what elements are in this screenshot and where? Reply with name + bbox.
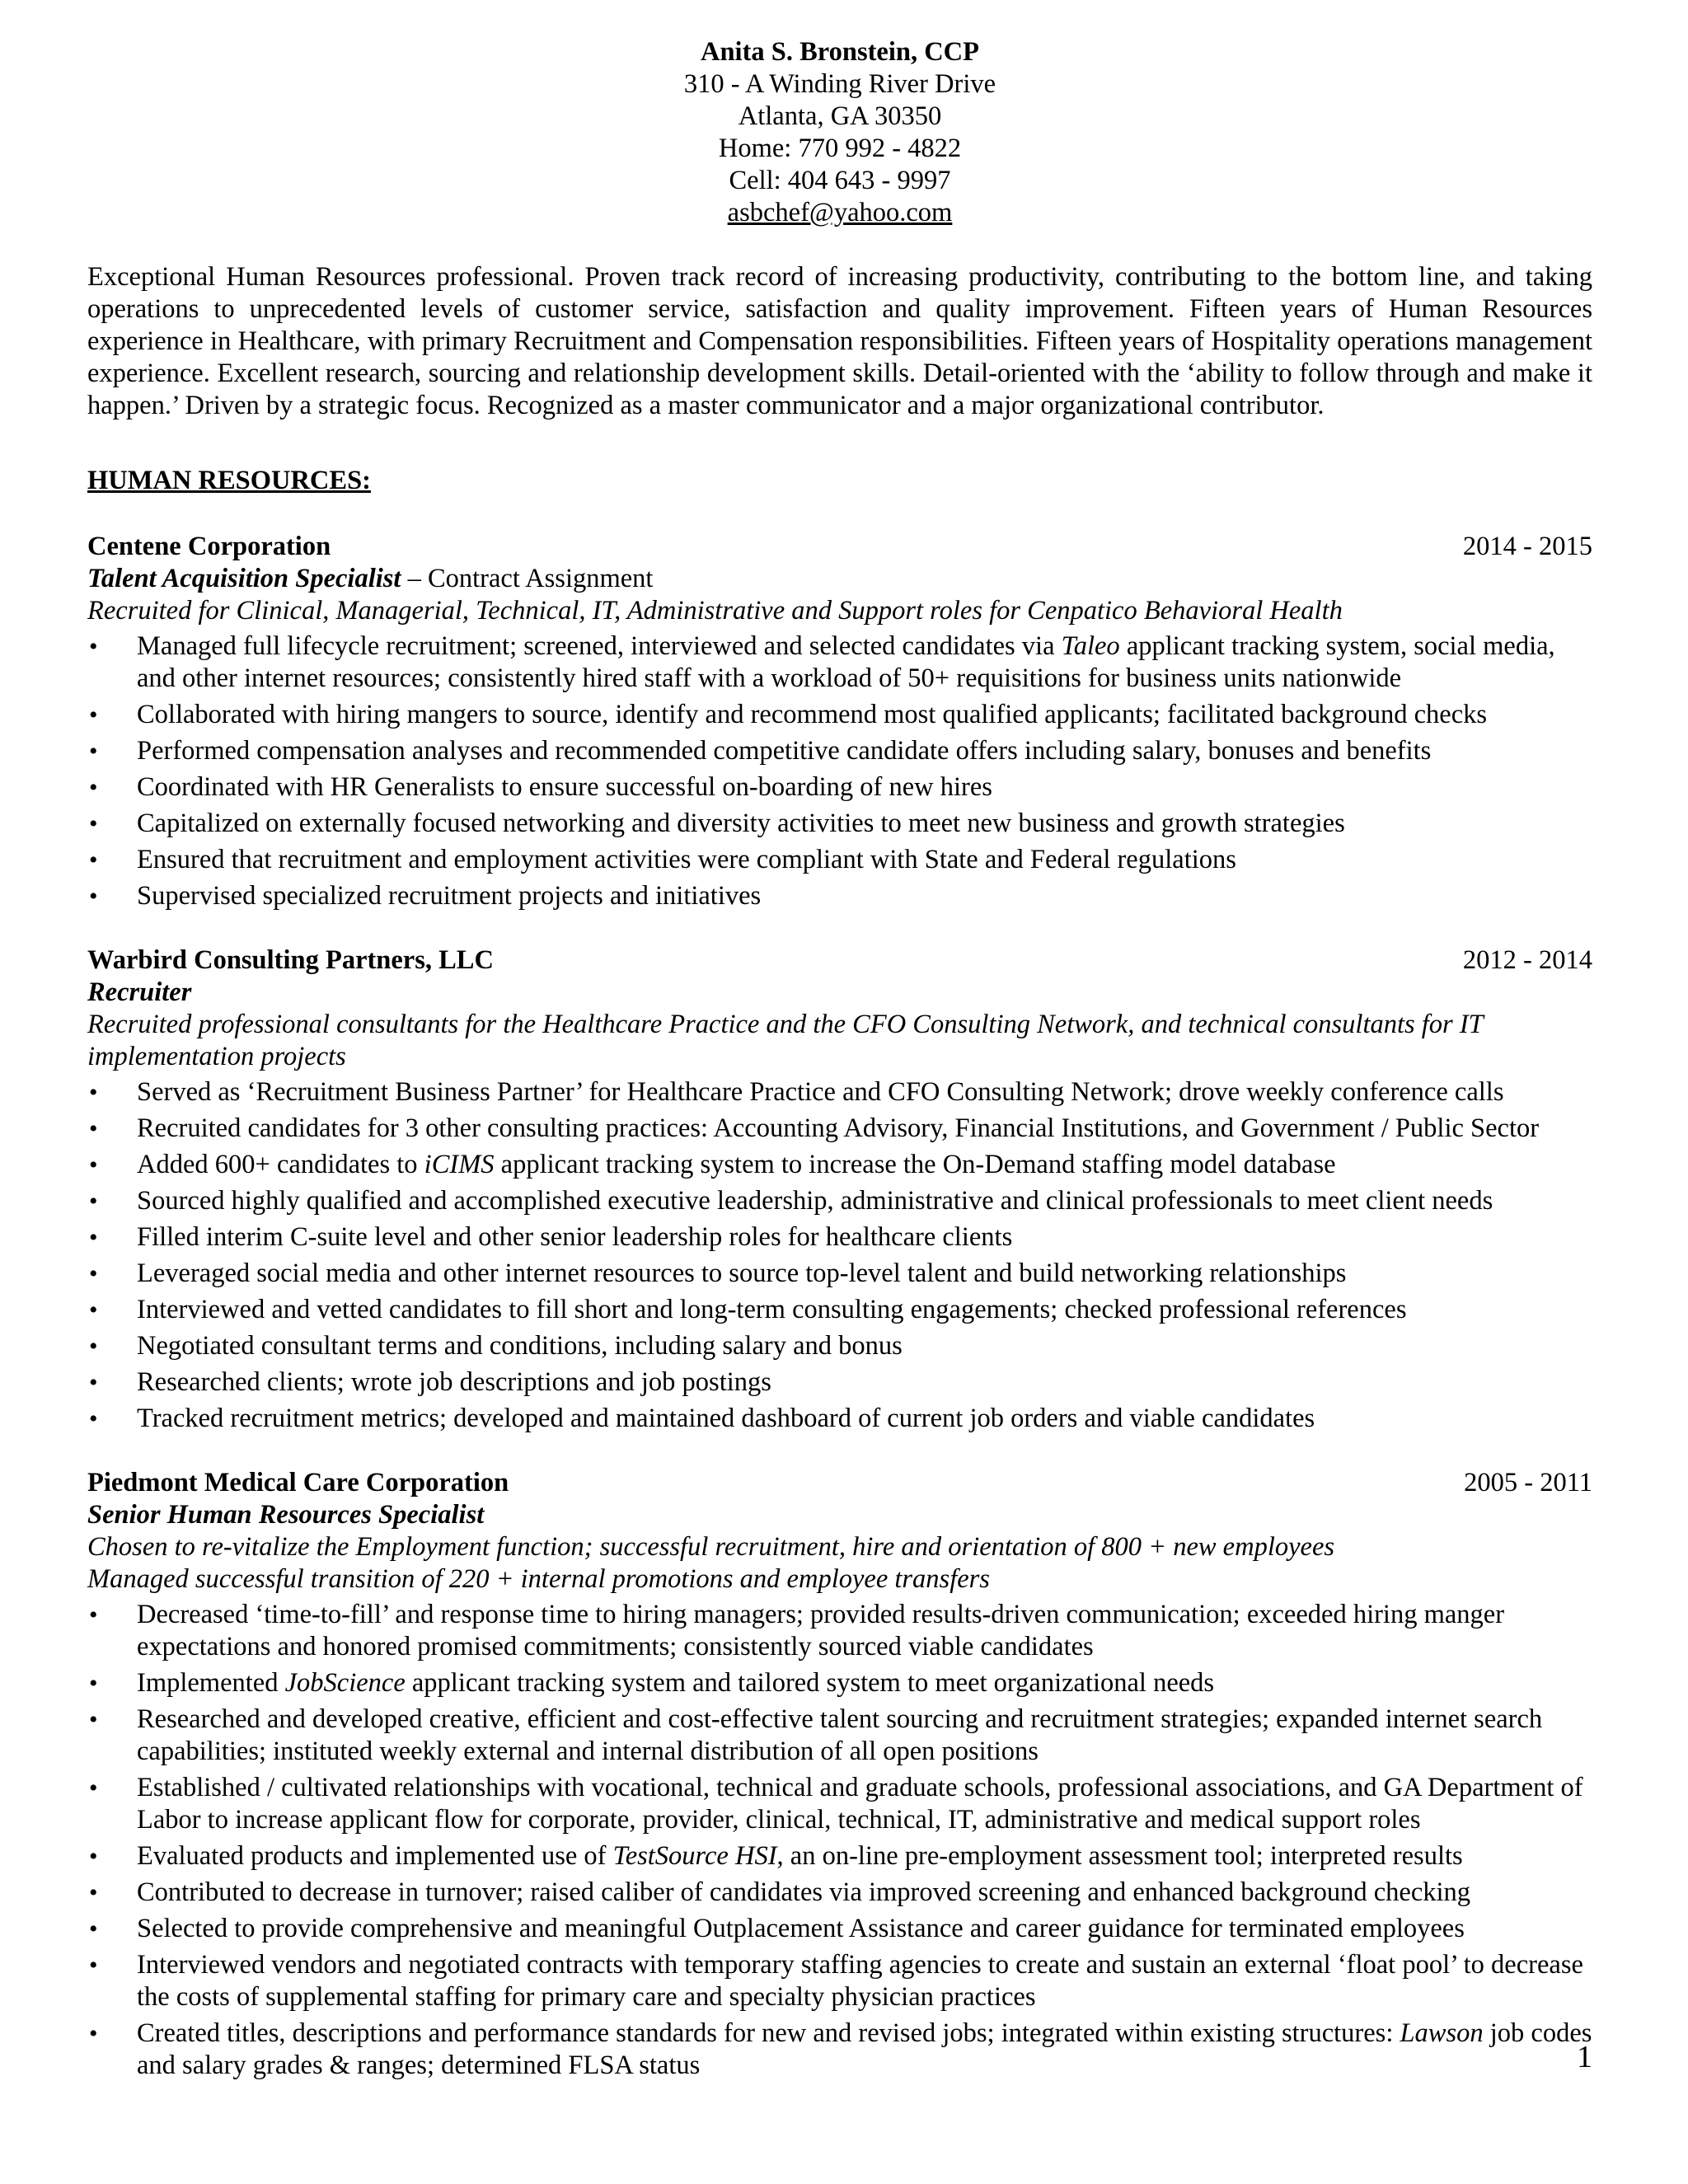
job-description-2: Managed successful transition of 220 + internal promotions and employee transfers [87,1564,990,1594]
job-description: Chosen to re-vitalize the Employment function; successful recruitment, hire and orientation of 800 + new employees [87,1532,1335,1562]
list-item: • Sourced highly qualified and accomplished executive leadership, administrative and clinical professionals to meet client needs [87,1185,1592,1217]
job-bullet-list [87,1599,1592,2082]
software-name: Taleo [1061,631,1120,661]
company-name: Piedmont Medical Care Corporation [87,1468,509,1497]
list-item: • Served as ‘Recruitment Business Partner’ for Healthcare Practice and CFO Consulting Network; drove weekly conference calls [87,1076,1592,1108]
page-number: 1 [1577,2040,1592,2074]
list-item: • Established / cultivated relationships with vocational, technical and graduate schools, professional associations, and GA Department of Labor to increase applicant flow for corporate, provider, clinical, technical, IT, administrative and medical support roles [87,1772,1592,1836]
address-line-2: Atlanta, GA 30350 [738,101,942,131]
job-description: Recruited for Clinical, Managerial, Technical, IT, Administrative and Support roles for Cenpatico Behavioral Health [87,596,1343,626]
list-item: • Recruited candidates for 3 other consulting practices: Accounting Advisory, Financial Institutions, and Government / Public Sector [87,1113,1592,1145]
job-description: Recruited professional consultants for the Healthcare Practice and the CFO Consulting Network, and technical consultants for IT implementation projects [87,1010,1484,1071]
address-line-1: 310 - A Winding River Drive [683,69,996,99]
job-title-note: – Contract Assignment [401,564,654,593]
professional-summary: Exceptional Human Resources professional. Proven track record of increasing productivity, contributing to the bottom line, and taking operations to unprecedented levels of customer service, satisfaction and quality improvement. Fifteen years of Human Resources experience in Healthcare, with primary Recruitment and Compensation responsibilities. Fifteen years of Hospitality operations management experience. Excellent research, sourcing and relationship development skills. Detail-oriented with the ‘ability to follow through and make it happen.’ Driven by a strategic focus. Recognized as a master communicator and a major organizational contributor. [87,262,1592,420]
list-item: • Selected to provide comprehensive and meaningful Outplacement Assistance and career guidance for terminated employees [87,1913,1592,1945]
list-item: • Coordinated with HR Generalists to ensure successful on-boarding of new hires [87,771,1592,804]
list-item: • Evaluated products and implemented use of TestSource HSI, an on-line pre-employment assessment tool; interpreted results [87,1840,1592,1872]
list-item: • Managed full lifecycle recruitment; screened, interviewed and selected candidates via Taleo applicant tracking system, social media, and other internet resources; consistently hired staff with a workload of 50+ requisitions for business units nationwide [87,630,1592,695]
software-name: TestSource HSI [612,1841,777,1871]
list-item: • Performed compensation analyses and recommended competitive candidate offers including salary, bonuses and benefits [87,735,1592,767]
job-bullet-list [87,1076,1592,1435]
list-item: • Decreased ‘time-to-fill’ and response time to hiring managers; provided results-driven communication; exceeded hiring manger expectations and honored promised commitments; consistently sourced viable candidates [87,1599,1592,1663]
software-name: Lawson [1400,2018,1484,2048]
list-item: • Leveraged social media and other internet resources to source top-level talent and build networking relationships [87,1258,1592,1290]
job-dates: 2014 - 2015 [1462,532,1592,561]
software-name: JobScience [284,1668,406,1698]
list-item: • Contributed to decrease in turnover; raised caliber of candidates via improved screening and enhanced background checking [87,1877,1592,1909]
list-item: • Interviewed and vetted candidates to fill short and long-term consulting engagements; checked professional references [87,1294,1592,1326]
job-entry [87,944,1592,1435]
list-item: • Supervised specialized recruitment projects and initiatives [87,880,1592,912]
list-item: • Capitalized on externally focused networking and diversity activities to meet new business and growth strategies [87,808,1592,840]
email-link[interactable]: asbchef@yahoo.com [727,198,953,227]
list-item: • Implemented JobScience applicant tracking system and tailored system to meet organizational needs [87,1667,1592,1699]
section-heading: HUMAN RESOURCES: [87,466,371,495]
company-name: Centene Corporation [87,532,331,561]
job-dates: 2012 - 2014 [1462,945,1592,975]
job-title: Recruiter [87,977,192,1007]
job-bullet-list [87,630,1592,912]
contact-header [87,36,1592,229]
job-dates: 2005 - 2011 [1464,1468,1592,1497]
list-item: • Researched clients; wrote job descriptions and job postings [87,1366,1592,1399]
home-phone: Home: 770 992 - 4822 [718,134,962,163]
list-item: • Negotiated consultant terms and conditions, including salary and bonus [87,1330,1592,1362]
job-entry [87,1467,1592,2082]
list-item: • Researched and developed creative, efficient and cost-effective talent sourcing and recruitment strategies; expanded internet search capabilities; instituted weekly external and internal distribution of all open positions [87,1704,1592,1768]
list-item: • Added 600+ candidates to iCIMS applicant tracking system to increase the On-Demand staffing model database [87,1149,1592,1181]
candidate-name: Anita S. Bronstein, CCP [701,37,979,67]
list-item: • Interviewed vendors and negotiated contracts with temporary staffing agencies to create and sustain an external ‘float pool’ to decrease the costs of supplemental staffing for primary care and specialty physician practices [87,1949,1592,2013]
cell-phone: Cell: 404 643 - 9997 [729,166,951,195]
list-item: • Collaborated with hiring mangers to source, identify and recommend most qualified applicants; facilitated background checks [87,699,1592,731]
list-item: • Created titles, descriptions and performance standards for new and revised jobs; integrated within existing structures: Lawson job codes and salary grades & ranges; determined FLSA status [87,2018,1592,2082]
list-item: • Ensured that recruitment and employment activities were compliant with State and Federal regulations [87,844,1592,876]
software-name: iCIMS [424,1150,495,1179]
list-item: • Filled interim C-suite level and other senior leadership roles for healthcare clients [87,1221,1592,1254]
list-item: • Tracked recruitment metrics; developed and maintained dashboard of current job orders and viable candidates [87,1403,1592,1435]
job-title: Talent Acquisition Specialist [87,564,401,593]
job-title: Senior Human Resources Specialist [87,1500,485,1530]
job-entry [87,531,1592,912]
company-name: Warbird Consulting Partners, LLC [87,945,494,975]
